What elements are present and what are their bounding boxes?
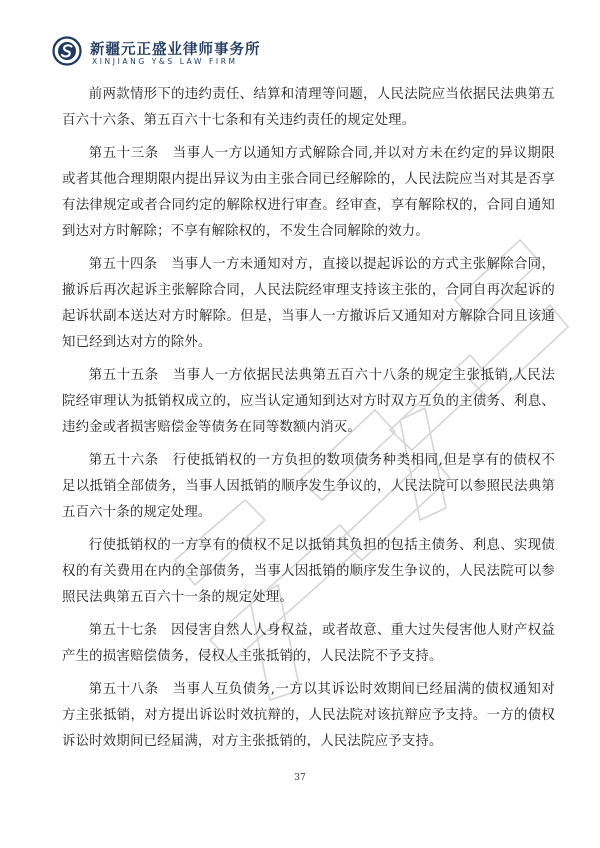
article-57: 第五十七条 因侵害自然人人身权益，或者故意、重大过失侵害他人财产权益产生的损害赔偿债务，侵权人主张抵销的，人民法院不予支持。 [62, 623, 555, 664]
firm-logo-icon [52, 36, 82, 66]
paragraph-continuation: 前两款情形下的违约责任、结算和清理等问题，人民法院应当依据民法典第五百六十六条、第五百六十七条和有关违约责任的规定处理。 [62, 87, 555, 128]
article-55: 第五十五条 当事人一方依据民法典第五百六十八条的规定主张抵销,人民法院经审理认为抵销权成立的，应当认定通知到达对方时双方互负的主债务、利息、违约金或者损害赔偿金等债务在同等数额内消灭。 [62, 368, 555, 435]
firm-name-cn: 新疆元正盛业律师事务所 [90, 42, 261, 58]
document-body [62, 82, 555, 762]
article-56-paragraph-2: 行使抵销权的一方享有的债权不足以抵销其负担的包括主债务、利息、实现债权的有关费用在内的全部债务，当事人因抵销的顺序发生争议的，人民法院可以参照民法典第五百六十一条的规定处理。 [62, 538, 555, 605]
article-58: 第五十八条 当事人互负债务,一方以其诉讼时效期间已经届满的债权通知对方主张抵销，对方提出诉讼时效抗辩的，人民法院对该抗辩应予支持。一方的债权诉讼时效期间已经届满，对方主张抵销的，人民法院应予支持。 [62, 682, 555, 749]
page-number: 37 [294, 773, 306, 783]
article-53: 第五十三条 当事人一方以通知方式解除合同,并以对方未在约定的异议期限或者其他合理期限内提出异议为由主张合同已经解除的，人民法院应当对其是否享有法律规定或者合同约定的解除权进行审查。经审查，享有解除权的，合同自通知到达对方时解除；不享有解除权的，不发生合同解除的效力。 [62, 146, 555, 239]
article-54: 第五十四条 当事人一方未通知对方，直接以提起诉讼的方式主张解除合同，撤诉后再次起诉主张解除合同，人民法院经审理支持该主张的，合同自再次起诉的起诉状副本送达对方时解除。但是，当事人一方撤诉后又通知对方解除合同且该通知已经到达对方的除外。 [62, 257, 555, 350]
article-56: 第五十六条 行使抵销权的一方负担的数项债务种类相同,但是享有的债权不足以抵销全部债务，当事人因抵销的顺序发生争议的，人民法院可以参照民法典第五百六十条的规定处理。 [62, 453, 555, 520]
firm-name-en: XINJIANG Y&S LAW FIRM [92, 57, 238, 66]
